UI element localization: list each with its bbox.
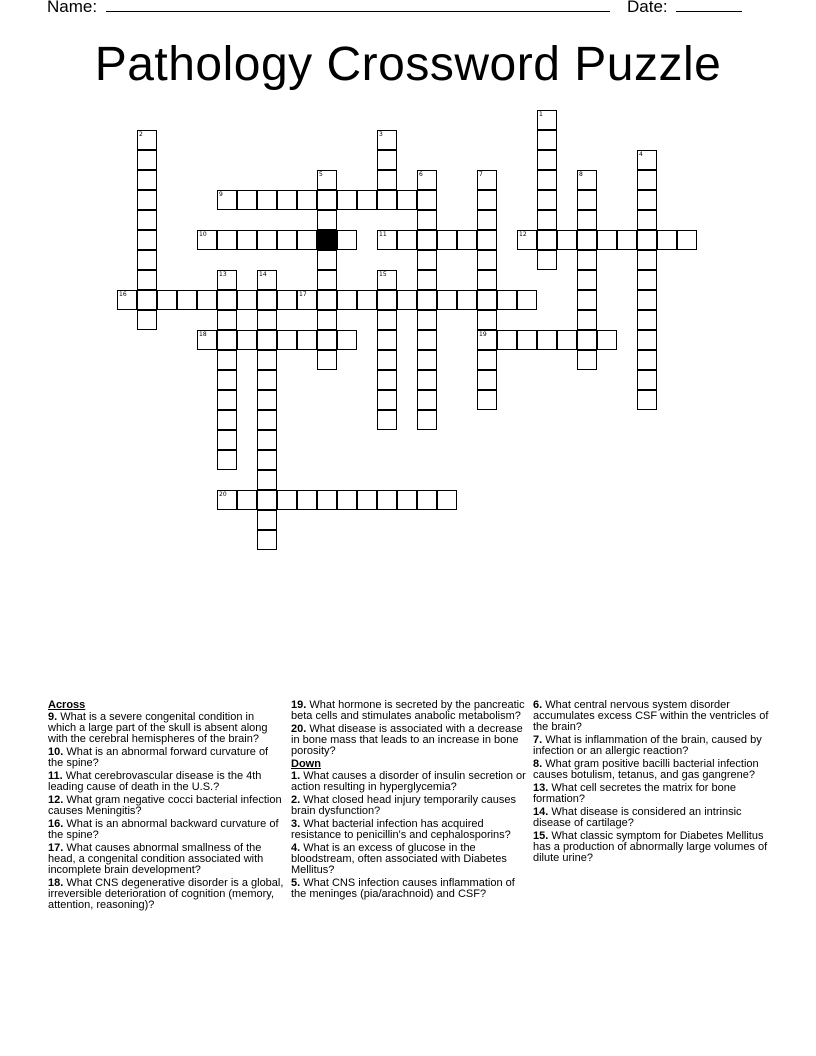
grid-cell[interactable]	[217, 450, 237, 470]
grid-cell[interactable]	[417, 290, 437, 310]
grid-cell[interactable]	[417, 350, 437, 370]
clue-number: 8	[579, 171, 583, 178]
grid-cell[interactable]	[277, 230, 297, 250]
grid-cell[interactable]	[377, 350, 397, 370]
clue-item	[48, 819, 284, 841]
clue-number: 7	[479, 171, 483, 178]
grid-cell[interactable]	[417, 210, 437, 230]
grid-cell[interactable]	[257, 510, 277, 530]
clue-item-number: 15.	[533, 830, 549, 842]
grid-cell[interactable]	[357, 290, 377, 310]
grid-cell[interactable]	[417, 310, 437, 330]
clue-number: 4	[639, 151, 643, 158]
clue-item-number: 10.	[48, 746, 64, 758]
clue-item	[291, 843, 527, 876]
grid-cell[interactable]	[277, 490, 297, 510]
grid-cell[interactable]	[397, 490, 417, 510]
clue-number: 15	[379, 271, 387, 278]
grid-cell[interactable]	[617, 230, 637, 250]
clue-column-3	[533, 700, 769, 866]
grid-cell[interactable]	[257, 430, 277, 450]
grid-cell[interactable]	[217, 310, 237, 330]
grid-cell[interactable]	[557, 230, 577, 250]
grid-cell[interactable]	[137, 210, 157, 230]
clue-number: 17	[299, 291, 307, 298]
clue-item-number: 18.	[48, 877, 64, 889]
grid-cell[interactable]	[577, 350, 597, 370]
clue-number: 11	[379, 231, 387, 238]
grid-cell[interactable]	[437, 290, 457, 310]
grid-cell[interactable]	[297, 490, 317, 510]
clue-item	[48, 747, 284, 769]
grid-cell[interactable]	[417, 490, 437, 510]
grid-cell[interactable]	[137, 150, 157, 170]
grid-cell[interactable]	[377, 330, 397, 350]
grid-cell[interactable]	[577, 170, 597, 190]
grid-cell[interactable]	[257, 270, 277, 290]
grid-cell[interactable]	[157, 290, 177, 310]
clue-item-text: What closed head injury temporarily causes brain dysfunction?	[291, 794, 517, 817]
clue-item-number: 8.	[533, 758, 543, 770]
grid-cell[interactable]	[477, 330, 497, 350]
clue-item	[533, 807, 769, 829]
grid-cell[interactable]	[417, 270, 437, 290]
clue-item-text: What causes a disorder of insulin secretion or action resulting in hyperglycemia?	[291, 770, 526, 793]
grid-cell[interactable]	[417, 250, 437, 270]
grid-cell[interactable]	[577, 250, 597, 270]
grid-cell[interactable]	[377, 270, 397, 290]
grid-cell[interactable]	[377, 410, 397, 430]
clue-number: 20	[219, 491, 227, 498]
grid-cell[interactable]	[637, 290, 657, 310]
grid-cell[interactable]	[177, 290, 197, 310]
clue-item-number: 5.	[291, 877, 301, 889]
grid-cell[interactable]	[257, 310, 277, 330]
grid-cell[interactable]	[297, 330, 317, 350]
grid-cell[interactable]	[317, 270, 337, 290]
grid-cell[interactable]	[637, 310, 657, 330]
clue-item	[48, 878, 284, 911]
clue-number: 10	[199, 231, 207, 238]
clue-item	[48, 771, 284, 793]
clue-column-1	[48, 700, 284, 913]
clue-number: 2	[139, 131, 143, 138]
grid-cell[interactable]	[597, 330, 617, 350]
grid-cell[interactable]	[137, 290, 157, 310]
grid-cell[interactable]	[377, 170, 397, 190]
grid-cell[interactable]	[317, 210, 337, 230]
grid-cell[interactable]	[137, 170, 157, 190]
grid-cell[interactable]	[137, 310, 157, 330]
grid-cell[interactable]	[637, 190, 657, 210]
grid-cell[interactable]	[537, 150, 557, 170]
grid-cell[interactable]	[637, 370, 657, 390]
grid-cell[interactable]	[217, 370, 237, 390]
clue-item-text: What classic symptom for Diabetes Mellitus has a production of abnormally large volumes of dilute urine?	[533, 830, 768, 864]
clue-item-number: 1.	[291, 770, 301, 782]
grid-cell[interactable]	[537, 170, 557, 190]
clue-item-text: What is an excess of glucose in the bloodstream, often associated with Diabetes Mellitus?	[291, 842, 507, 876]
grid-cell[interactable]	[237, 330, 257, 350]
grid-cell[interactable]	[317, 310, 337, 330]
grid-cell[interactable]	[217, 410, 237, 430]
grid-cell[interactable]	[637, 330, 657, 350]
clue-item-text: What is inflammation of the brain, caused by infection or an allergic reaction?	[533, 734, 762, 757]
clue-item-text: What disease is associated with a decrease in bone mass that leads to an increase in bone porosity?	[291, 723, 523, 757]
grid-cell[interactable]	[337, 230, 357, 250]
clue-number: 12	[519, 231, 527, 238]
clue-number: 6	[419, 171, 423, 178]
grid-cell[interactable]	[537, 230, 557, 250]
grid-cell[interactable]	[297, 290, 317, 310]
grid-cell[interactable]	[537, 250, 557, 270]
clue-number: 5	[319, 171, 323, 178]
clue-item	[291, 878, 527, 900]
clue-item-text: What cerebrovascular disease is the 4th leading cause of death in the U.S.?	[48, 770, 262, 793]
grid-cell[interactable]	[257, 390, 277, 410]
clue-number: 3	[379, 131, 383, 138]
clue-number: 18	[199, 331, 207, 338]
clue-number: 16	[119, 291, 127, 298]
clue-column-2	[291, 700, 527, 902]
grid-cell[interactable]	[637, 270, 657, 290]
grid-cell[interactable]	[297, 230, 317, 250]
grid-cell[interactable]	[637, 250, 657, 270]
grid-cell[interactable]	[217, 190, 237, 210]
grid-cell[interactable]	[357, 190, 377, 210]
grid-cell[interactable]	[437, 490, 457, 510]
grid-cell[interactable]	[277, 290, 297, 310]
clue-item	[291, 724, 527, 757]
grid-cell[interactable]	[197, 290, 217, 310]
grid-cell[interactable]	[477, 170, 497, 190]
clue-item-text: What cell secretes the matrix for bone formation?	[533, 782, 736, 805]
clue-item	[533, 759, 769, 781]
clue-item	[291, 819, 527, 841]
clue-item	[533, 735, 769, 757]
grid-cell[interactable]	[337, 190, 357, 210]
grid-cell[interactable]	[417, 230, 437, 250]
grid-cell[interactable]	[217, 290, 237, 310]
grid-cell[interactable]	[377, 390, 397, 410]
grid-cell[interactable]	[257, 450, 277, 470]
grid-cell[interactable]	[577, 270, 597, 290]
clue-item-text: What causes abnormal smallness of the head, a congenital condition associated with incomplete brain development?	[48, 842, 264, 876]
grid-cell[interactable]	[377, 130, 397, 150]
grid-cell[interactable]	[237, 290, 257, 310]
clue-number: 14	[259, 271, 267, 278]
grid-cell[interactable]	[377, 290, 397, 310]
page-title: Pathology Crossword Puzzle	[94, 38, 722, 91]
clue-item-number: 3.	[291, 818, 301, 830]
grid-cell[interactable]	[477, 310, 497, 330]
grid-cell[interactable]	[217, 270, 237, 290]
grid-cell[interactable]	[537, 190, 557, 210]
grid-cell[interactable]	[637, 210, 657, 230]
clue-item	[48, 843, 284, 876]
grid-cell[interactable]	[577, 190, 597, 210]
grid-cell[interactable]	[637, 150, 657, 170]
grid-cell[interactable]	[537, 330, 557, 350]
grid-cell[interactable]	[237, 490, 257, 510]
grid-cell[interactable]	[197, 330, 217, 350]
grid-cell[interactable]	[517, 230, 537, 250]
grid-cell[interactable]	[257, 490, 277, 510]
grid-cell[interactable]	[217, 390, 237, 410]
grid-cell[interactable]	[197, 230, 217, 250]
grid-cell[interactable]	[577, 290, 597, 310]
grid-cell[interactable]	[137, 270, 157, 290]
clue-number: 1	[539, 111, 543, 118]
grid-cell[interactable]	[577, 210, 597, 230]
grid-cell[interactable]	[597, 230, 617, 250]
grid-cell[interactable]	[557, 330, 577, 350]
grid-cell[interactable]	[377, 490, 397, 510]
grid-cell[interactable]	[117, 290, 137, 310]
clue-item-number: 11.	[48, 770, 63, 782]
clue-item-text: What is an abnormal backward curvature of the spine?	[48, 818, 279, 841]
grid-cell[interactable]	[477, 190, 497, 210]
clue-item-text: What CNS degenerative disorder is a global, irreversible deterioration of cognition (memory, attention, reasoning)?	[48, 877, 284, 911]
grid-cell[interactable]	[297, 190, 317, 210]
grid-cell[interactable]	[137, 190, 157, 210]
grid-cell[interactable]	[317, 250, 337, 270]
grid-cell[interactable]	[337, 330, 357, 350]
grid-cell[interactable]	[477, 270, 497, 290]
clue-item-number: 19.	[291, 699, 307, 711]
grid-cell[interactable]	[217, 350, 237, 370]
grid-cell[interactable]	[357, 490, 377, 510]
grid-cell[interactable]	[317, 350, 337, 370]
clue-item	[291, 771, 527, 793]
clue-number: 13	[219, 271, 227, 278]
clue-item-text: What gram negative cocci bacterial infection causes Meningitis?	[48, 794, 282, 817]
grid-cell[interactable]	[477, 210, 497, 230]
grid-cell[interactable]	[477, 290, 497, 310]
grid-cell[interactable]	[397, 290, 417, 310]
clue-item-number: 4.	[291, 842, 301, 854]
section-heading: Across	[48, 699, 86, 711]
grid-cell[interactable]	[517, 330, 537, 350]
grid-cell[interactable]	[497, 330, 517, 350]
grid-cell[interactable]	[257, 530, 277, 550]
grid-cell[interactable]	[237, 190, 257, 210]
grid-cell[interactable]	[317, 330, 337, 350]
grid-cell[interactable]	[317, 490, 337, 510]
clue-item-number: 2.	[291, 794, 301, 806]
grid-cell[interactable]	[417, 330, 437, 350]
grid-cell[interactable]	[577, 310, 597, 330]
grid-cell[interactable]	[637, 350, 657, 370]
clue-number: 19	[479, 331, 487, 338]
clue-item-text: What central nervous system disorder accumulates excess CSF within the ventricles of the brain?	[533, 699, 769, 733]
grid-cell[interactable]	[457, 230, 477, 250]
grid-cell[interactable]	[537, 110, 557, 130]
grid-cell[interactable]	[377, 190, 397, 210]
grid-cell[interactable]	[377, 150, 397, 170]
grid-cell[interactable]	[437, 230, 457, 250]
clue-item-text: What CNS infection causes inflammation of the meninges (pia/arachnoid) and CSF?	[291, 877, 515, 900]
grid-cell[interactable]	[477, 250, 497, 270]
grid-cell[interactable]	[377, 370, 397, 390]
grid-cell[interactable]	[537, 210, 557, 230]
grid-cell[interactable]	[457, 290, 477, 310]
grid-cell[interactable]	[337, 490, 357, 510]
clue-item	[48, 712, 284, 745]
clue-item-text: What is an abnormal forward curvature of the spine?	[48, 746, 269, 769]
grid-cell[interactable]	[137, 230, 157, 250]
clue-item-text: What gram positive bacilli bacterial infection causes botulism, tetanus, and gas gangrene?	[533, 758, 759, 781]
name-label: Name:	[47, 0, 98, 16]
grid-cell[interactable]	[277, 190, 297, 210]
grid-cell[interactable]	[317, 290, 337, 310]
clue-item	[291, 700, 527, 722]
grid-cell[interactable]	[217, 430, 237, 450]
grid-cell[interactable]	[577, 330, 597, 350]
grid-cell[interactable]	[217, 490, 237, 510]
section-heading: Down	[291, 758, 321, 770]
grid-cell[interactable]	[417, 410, 437, 430]
grid-cell[interactable]	[497, 290, 517, 310]
clue-item	[533, 831, 769, 864]
grid-cell[interactable]	[577, 230, 597, 250]
grid-cell[interactable]	[657, 230, 677, 250]
grid-cell[interactable]	[237, 230, 257, 250]
grid-cell[interactable]	[257, 350, 277, 370]
grid-cell[interactable]	[477, 390, 497, 410]
grid-cell[interactable]	[477, 230, 497, 250]
clue-item-number: 16.	[48, 818, 64, 830]
grid-cell[interactable]	[417, 170, 437, 190]
clue-item-number: 9.	[48, 711, 58, 723]
clue-item-number: 14.	[533, 806, 549, 818]
grid-cell[interactable]	[417, 370, 437, 390]
grid-cell[interactable]	[337, 290, 357, 310]
grid-cell[interactable]	[277, 330, 297, 350]
grid-cell[interactable]	[257, 330, 277, 350]
grid-cell[interactable]	[397, 190, 417, 210]
grid-cell[interactable]	[317, 190, 337, 210]
grid-cell[interactable]	[217, 330, 237, 350]
clue-item-number: 12.	[48, 794, 64, 806]
grid-cell[interactable]	[477, 350, 497, 370]
grid-cell[interactable]	[377, 230, 397, 250]
clue-item-text: What hormone is secreted by the pancreatic beta cells and stimulates anabolic metabolism?	[291, 699, 525, 722]
grid-cell[interactable]	[257, 370, 277, 390]
clue-item-number: 6.	[533, 699, 543, 711]
grid-cell[interactable]	[257, 230, 277, 250]
clue-item	[533, 783, 769, 805]
grid-cell[interactable]	[637, 390, 657, 410]
clue-number: 9	[219, 191, 223, 198]
clue-item	[48, 795, 284, 817]
grid-cell[interactable]	[637, 170, 657, 190]
grid-cell[interactable]	[257, 290, 277, 310]
grid-cell[interactable]	[217, 230, 237, 250]
clue-item-text: What bacterial infection has acquired resistance to penicillin's and cephalosporins?	[291, 818, 511, 841]
clue-item-number: 7.	[533, 734, 543, 746]
clue-item-text: What disease is considered an intrinsic disease of cartilage?	[533, 806, 742, 829]
clue-item-number: 20.	[291, 723, 307, 735]
clue-item-number: 13.	[533, 782, 549, 794]
grid-cell[interactable]	[317, 170, 337, 190]
grid-cell[interactable]	[537, 130, 557, 150]
grid-cell[interactable]	[377, 310, 397, 330]
clue-item	[533, 700, 769, 733]
grid-cell[interactable]	[137, 250, 157, 270]
grid-cell[interactable]	[137, 130, 157, 150]
grid-cell[interactable]	[397, 230, 417, 250]
grid-cell[interactable]	[637, 230, 657, 250]
grid-cell[interactable]	[257, 470, 277, 490]
grid-cell[interactable]	[417, 190, 437, 210]
grid-cell[interactable]	[677, 230, 697, 250]
clue-item-number: 17.	[48, 842, 64, 854]
black-cell	[317, 230, 337, 250]
grid-cell[interactable]	[257, 190, 277, 210]
grid-cell[interactable]	[517, 290, 537, 310]
grid-cell[interactable]	[257, 410, 277, 430]
clue-item-text: What is a severe congenital condition in which a large part of the skull is absent along with the cerebral hemispheres of the brain?	[48, 711, 268, 745]
date-label: Date:	[627, 0, 668, 16]
grid-cell[interactable]	[417, 390, 437, 410]
clue-item	[291, 795, 527, 817]
grid-cell[interactable]	[477, 370, 497, 390]
